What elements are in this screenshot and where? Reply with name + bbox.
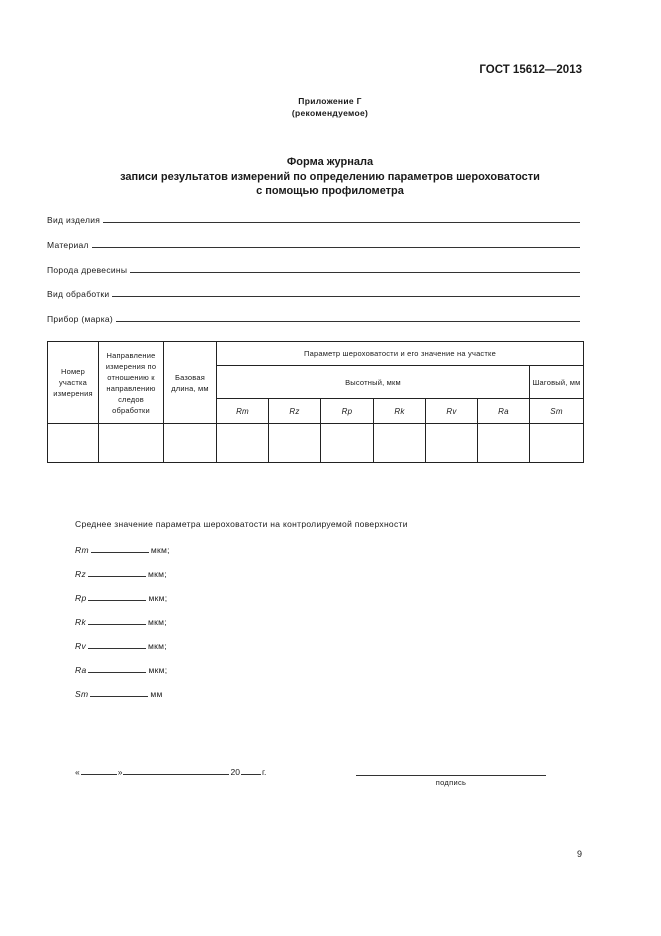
param-ra: Ra [478, 399, 530, 424]
table-cell[interactable] [164, 424, 217, 463]
field-processing-type[interactable] [47, 285, 580, 299]
year-line [241, 774, 261, 775]
param-rv: Rv [426, 399, 478, 424]
field-product-type[interactable] [47, 211, 580, 225]
field-label: Материал [47, 240, 89, 250]
param-symbol: Rv [75, 641, 86, 651]
date-open-quote: « [75, 767, 80, 777]
summary-row-rv[interactable] [75, 639, 167, 651]
param-unit: мкм; [148, 641, 167, 651]
date-field[interactable] [75, 765, 266, 777]
field-wood-species[interactable] [47, 261, 580, 275]
param-rm: Rm [217, 399, 269, 424]
year-prefix: 20 [230, 767, 240, 777]
fill-line [91, 552, 149, 553]
table-cell[interactable] [374, 424, 426, 463]
fill-line [130, 272, 580, 273]
table-cell[interactable] [217, 424, 269, 463]
param-unit: мм [150, 689, 163, 699]
fill-line [88, 672, 146, 673]
param-sm: Sm [530, 399, 584, 424]
fill-line [88, 600, 146, 601]
summary-row-ra[interactable] [75, 663, 167, 675]
header-height-params: Высотный, мкм [217, 366, 530, 399]
fill-line [88, 648, 146, 649]
header-step-param: Шаговый, мм [530, 366, 584, 399]
fill-line [116, 321, 580, 322]
form-title-line-2: записи результатов измерений по определению параметров шероховатости [120, 171, 540, 183]
fill-line [90, 696, 148, 697]
field-label: Прибор (марка) [47, 314, 114, 324]
fill-line [103, 222, 580, 223]
param-unit: мкм; [148, 593, 168, 603]
summary-heading: Среднее значение параметра шероховатости на контролируемой поверхности [75, 519, 408, 529]
signature-caption: подпись [435, 778, 467, 787]
field-label: Вид обработки [47, 289, 110, 299]
year-suffix: г. [261, 767, 267, 777]
table-cell[interactable] [48, 424, 99, 463]
journal-table [47, 341, 584, 463]
fill-line [88, 576, 146, 577]
fill-line [88, 624, 146, 625]
form-title-line-3: с помощью профилометра [256, 185, 404, 197]
table-row [48, 424, 584, 463]
summary-row-rm[interactable] [75, 543, 170, 555]
field-label: Вид изделия [47, 215, 101, 225]
param-unit: мкм; [150, 545, 170, 555]
table-cell[interactable] [530, 424, 584, 463]
param-rp: Rp [321, 399, 374, 424]
table-cell[interactable] [99, 424, 164, 463]
date-close-quote: » [117, 767, 123, 777]
signature-line[interactable] [356, 775, 546, 776]
table-cell[interactable] [426, 424, 478, 463]
param-rz: Rz [269, 399, 321, 424]
table-cell[interactable] [321, 424, 374, 463]
summary-row-sm[interactable] [75, 687, 163, 699]
field-material[interactable] [47, 236, 580, 250]
summary-row-rz[interactable] [75, 567, 167, 579]
fill-line [92, 247, 580, 248]
param-unit: мкм; [148, 665, 168, 675]
form-title-line-1: Форма журнала [286, 156, 374, 168]
summary-row-rp[interactable] [75, 591, 167, 603]
param-symbol: Rp [75, 593, 87, 603]
param-unit: мкм; [148, 569, 167, 579]
param-rk: Rk [374, 399, 426, 424]
header-parameter-group: Параметр шероховатости и его значение на участке [217, 342, 584, 366]
appendix-title: Приложение Г [298, 96, 362, 106]
page-number: 9 [576, 849, 582, 859]
field-instrument[interactable] [47, 310, 580, 324]
appendix-note: (рекомендуемое) [291, 108, 369, 118]
month-line [123, 774, 229, 775]
summary-row-rk[interactable] [75, 615, 167, 627]
fill-line [112, 296, 580, 297]
standard-number: ГОСТ 15612—2013 [479, 64, 582, 76]
table-cell[interactable] [478, 424, 530, 463]
header-section-number: Номер участка измерения [48, 342, 99, 424]
param-symbol: Rm [75, 545, 89, 555]
param-unit: мкм; [148, 617, 167, 627]
param-symbol: Ra [75, 665, 87, 675]
header-base-length: Базовая длина, мм [164, 342, 217, 424]
field-label: Порода древесины [47, 265, 128, 275]
table-cell[interactable] [269, 424, 321, 463]
param-symbol: Sm [75, 689, 89, 699]
param-symbol: Rk [75, 617, 86, 627]
day-line [81, 774, 117, 775]
header-direction: Направление измерения по отношению к направлению следов обработки [99, 342, 164, 424]
param-symbol: Rz [75, 569, 86, 579]
